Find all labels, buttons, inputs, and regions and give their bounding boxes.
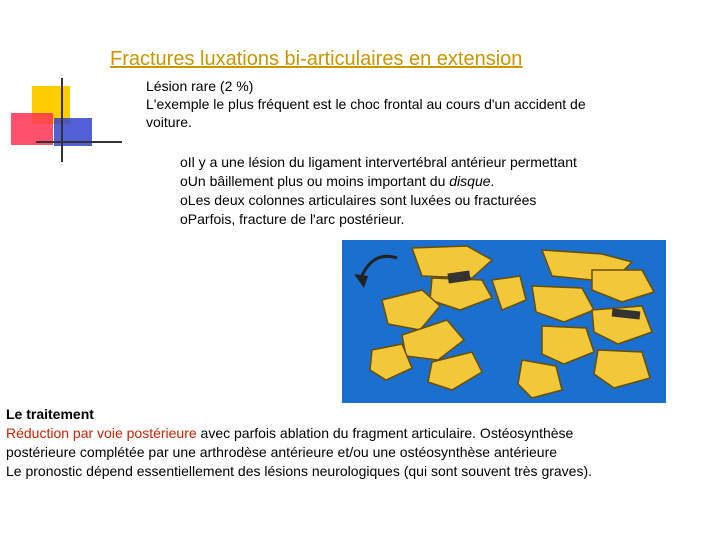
- treatment-line-1: [6, 424, 716, 443]
- treatment-heading: Le traitement: [6, 406, 94, 422]
- arrow-head-icon: [354, 274, 368, 288]
- spine-illustration: [342, 240, 666, 403]
- bullet-4: oParfois, fracture de l'arc postérieur.: [180, 211, 405, 227]
- decor-vertical-line: [61, 78, 63, 162]
- intro-line-1: Lésion rare (2 %): [146, 78, 254, 94]
- bullet-2: [180, 172, 680, 191]
- bullet-2-prefix: oUn bâillement plus ou moins important du: [180, 173, 450, 189]
- treatment-section: [6, 405, 716, 481]
- left-spine-drawing: [370, 246, 526, 390]
- intro-line-3: voiture.: [146, 114, 192, 130]
- decor-horizontal-line: [36, 141, 122, 143]
- bullet-3: oLes deux colonnes articulaires sont luxées ou fracturées: [180, 192, 537, 208]
- slide-title: Fractures luxations bi-articulaires en extension: [110, 48, 523, 70]
- intro-line-2: L'exemple le plus fréquent est le choc frontal au cours d'un accident de: [146, 96, 586, 112]
- treatment-line-2: postérieure complétée par une arthrodèse antérieure et/ou une ostéosynthèse antérieure: [6, 444, 558, 460]
- bullet-1: oIl y a une lésion du ligament intervertébral antérieur permettant: [180, 154, 577, 170]
- right-spine-drawing: [518, 250, 654, 398]
- bullet-2-italic: disque: [449, 173, 491, 189]
- bullet-list: [180, 153, 680, 229]
- treatment-highlight: Réduction par voie postérieure: [6, 425, 197, 441]
- treatment-line-1-rest: avec parfois ablation du fragment articulaire. Ostéosynthèse: [196, 425, 574, 441]
- prognosis-line: Le pronostic dépend essentiellement des lésions neurologiques (qui sont souvent très graves).: [6, 463, 593, 479]
- intro-text: [146, 77, 666, 131]
- bullet-2-suffix: .: [490, 173, 495, 189]
- spine-illustration-svg: [342, 240, 666, 403]
